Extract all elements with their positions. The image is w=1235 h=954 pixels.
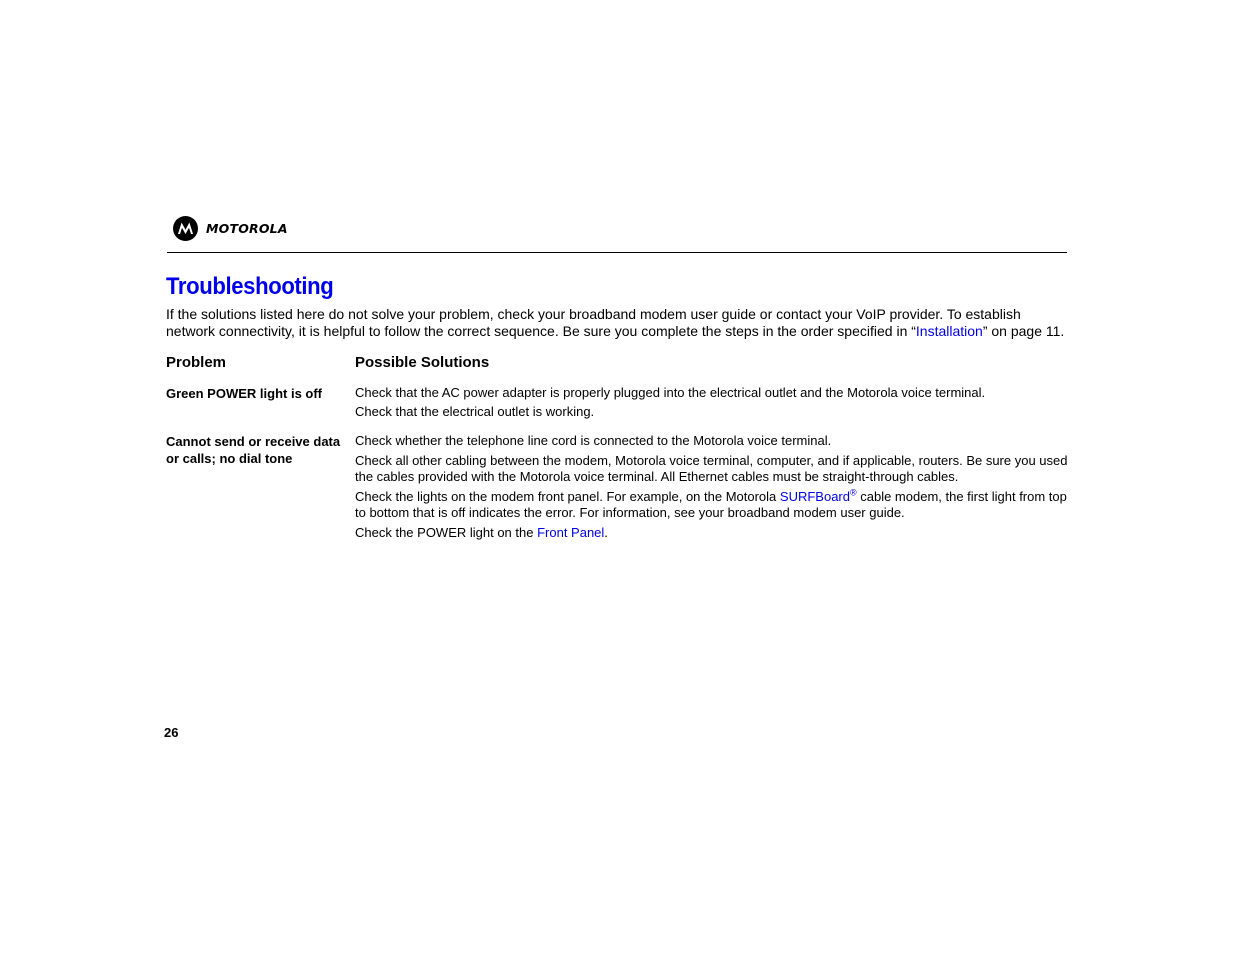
column-header-problem: Problem xyxy=(166,354,227,371)
intro-paragraph xyxy=(166,306,1071,340)
brand-wordmark: MOTOROLA xyxy=(206,221,288,236)
solution-fragment: Check the POWER light on the xyxy=(355,525,538,540)
front-panel-link[interactable]: Front Panel xyxy=(537,525,605,540)
solution-fragment: cable modem, the first light from top to bottom that is off indicates the error. For information, see your broadband modem user guide. xyxy=(355,489,1067,520)
solution-text: Check whether the telephone line cord is connected to the Motorola voice terminal. xyxy=(355,433,832,448)
column-header-solutions: Possible Solutions xyxy=(355,354,490,371)
solution-text: Check all other cabling between the modem, Motorola voice terminal, computer, and if applicable, routers. Be sure you used the cables provided with the Motorola voice terminal. All Ethernet cables must be straight-through cables. xyxy=(355,453,1068,484)
solution-text xyxy=(355,525,1071,541)
intro-text-after: ” on page 11. xyxy=(982,323,1065,339)
intro-text-before: If the solutions listed here do not solve your problem, check your broadband modem user guide or contact your VoIP provider. To establish network connectivity, it is helpful to follow the correct sequence. Be sure you complete the steps in the order specified in “ xyxy=(166,306,1021,339)
motorola-logo xyxy=(173,215,288,242)
solution-text: Check that the AC power adapter is properly plugged into the electrical outlet and the Motorola voice terminal. xyxy=(355,385,986,400)
solution-fragment: Check the lights on the modem front panel. For example, on the Motorola xyxy=(355,489,780,504)
solution-text xyxy=(355,489,1071,521)
header-divider xyxy=(167,252,1067,253)
registered-mark: ® xyxy=(849,487,857,498)
surfboard-link[interactable]: SURFBoard xyxy=(779,489,850,504)
motorola-batwing-icon xyxy=(173,216,198,241)
solution-fragment: . xyxy=(604,525,608,540)
problem-power-light: Green POWER light is off xyxy=(166,386,323,401)
problem-no-dial-tone xyxy=(166,433,348,467)
problem-line: Cannot send or receive data xyxy=(166,434,341,449)
problem-line: or calls; no dial tone xyxy=(166,451,293,466)
page-title: Troubleshooting xyxy=(166,273,334,300)
solution-text: Check that the electrical outlet is working. xyxy=(355,404,595,419)
page-number: 26 xyxy=(164,725,179,740)
installation-link[interactable]: Installation xyxy=(915,323,983,339)
